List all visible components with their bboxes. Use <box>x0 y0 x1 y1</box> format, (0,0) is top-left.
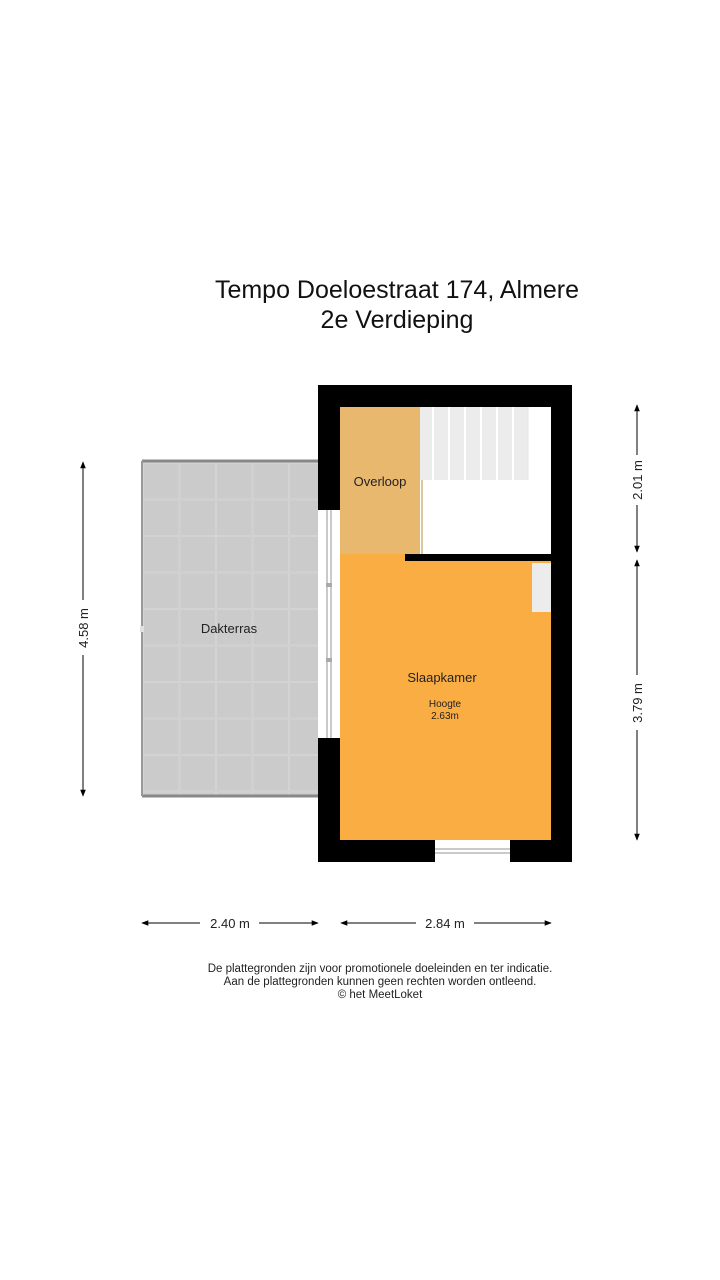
disclaimer-line-1: De plattegronden zijn voor promotionele doeleinden en ter indicatie. <box>207 963 553 975</box>
dimension-right-bottom-label: 3.79 m <box>630 683 645 723</box>
disclaimer-line-2: Aan de plattegronden kunnen geen rechten worden ontleend. <box>223 976 537 988</box>
dimension-bottom-left <box>142 916 318 931</box>
height-value: 2.63m <box>431 711 459 722</box>
dimension-bottom-right-label: 2.84 m <box>425 916 465 931</box>
copyright-line: © het MeetLoket <box>337 989 423 1001</box>
interior-wall <box>405 554 551 561</box>
plan-title: Tempo Doeloestraat 174, Almere <box>214 276 580 304</box>
slaapkamer-room <box>340 554 551 840</box>
slaapkamer-label: Slaapkamer <box>407 670 477 685</box>
dimension-right-top <box>630 405 645 552</box>
bottom-window <box>435 840 510 862</box>
terrace-door <box>318 510 340 738</box>
dimension-bottom-left-label: 2.40 m <box>210 916 250 931</box>
height-label: Hoogte <box>428 699 462 710</box>
dimension-right-top-label: 2.01 m <box>630 460 645 500</box>
floor-subtitle: 2e Verdieping <box>320 306 474 334</box>
dimension-bottom-right <box>341 916 551 931</box>
dakterras-label: Dakterras <box>200 621 258 636</box>
closet <box>532 563 551 612</box>
dimension-left-label: 4.58 m <box>76 608 91 648</box>
dimension-left-height <box>76 462 91 796</box>
dimension-right-bottom <box>630 560 645 840</box>
overloop-label: Overloop <box>353 474 407 489</box>
